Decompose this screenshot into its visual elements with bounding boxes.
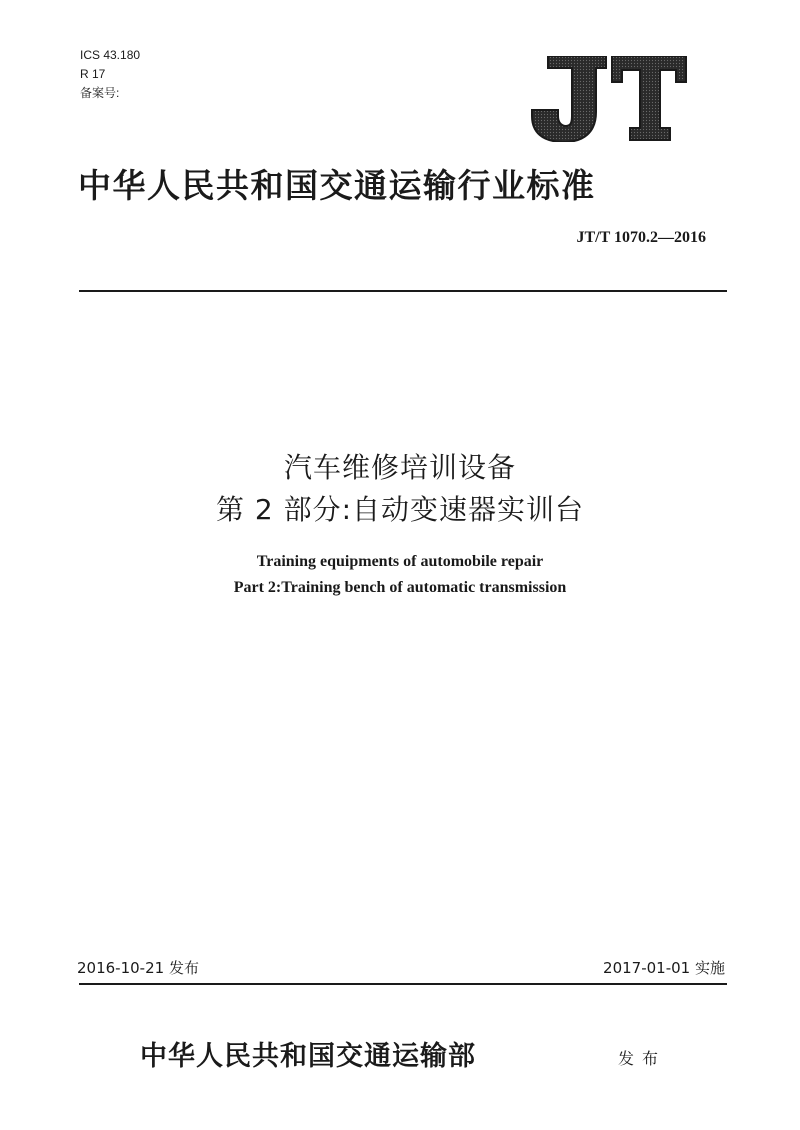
filing-number: 备案号: — [80, 86, 120, 100]
jt-logo-icon — [528, 56, 688, 142]
chinese-title-line-1: 汽车维修培训设备 — [283, 451, 516, 484]
bottom-divider — [79, 983, 727, 985]
publisher-suffix: 发布 — [618, 1049, 667, 1068]
ics-code: ICS 43.180 — [80, 48, 141, 62]
document-meta — [80, 46, 140, 103]
english-title-line-2: Part 2:Training bench of automatic transmission — [233, 579, 567, 596]
classification-code: R 17 — [80, 67, 106, 81]
publisher-name: 中华人民共和国交通运输部 — [140, 1041, 476, 1072]
standard-number: JT/T 1070.2—2016 — [576, 229, 706, 246]
implementation-date: 2017-01-01 实施 — [603, 959, 725, 977]
top-divider — [79, 290, 727, 292]
issue-date: 2016-10-21 发布 — [77, 959, 199, 977]
english-title-line-1: Training equipments of automobile repair — [256, 553, 544, 570]
organization-title: 中华人民共和国交通运输行业标准 — [78, 166, 596, 205]
chinese-title-line-2: 第 2 部分:自动变速器实训台 — [215, 493, 585, 526]
